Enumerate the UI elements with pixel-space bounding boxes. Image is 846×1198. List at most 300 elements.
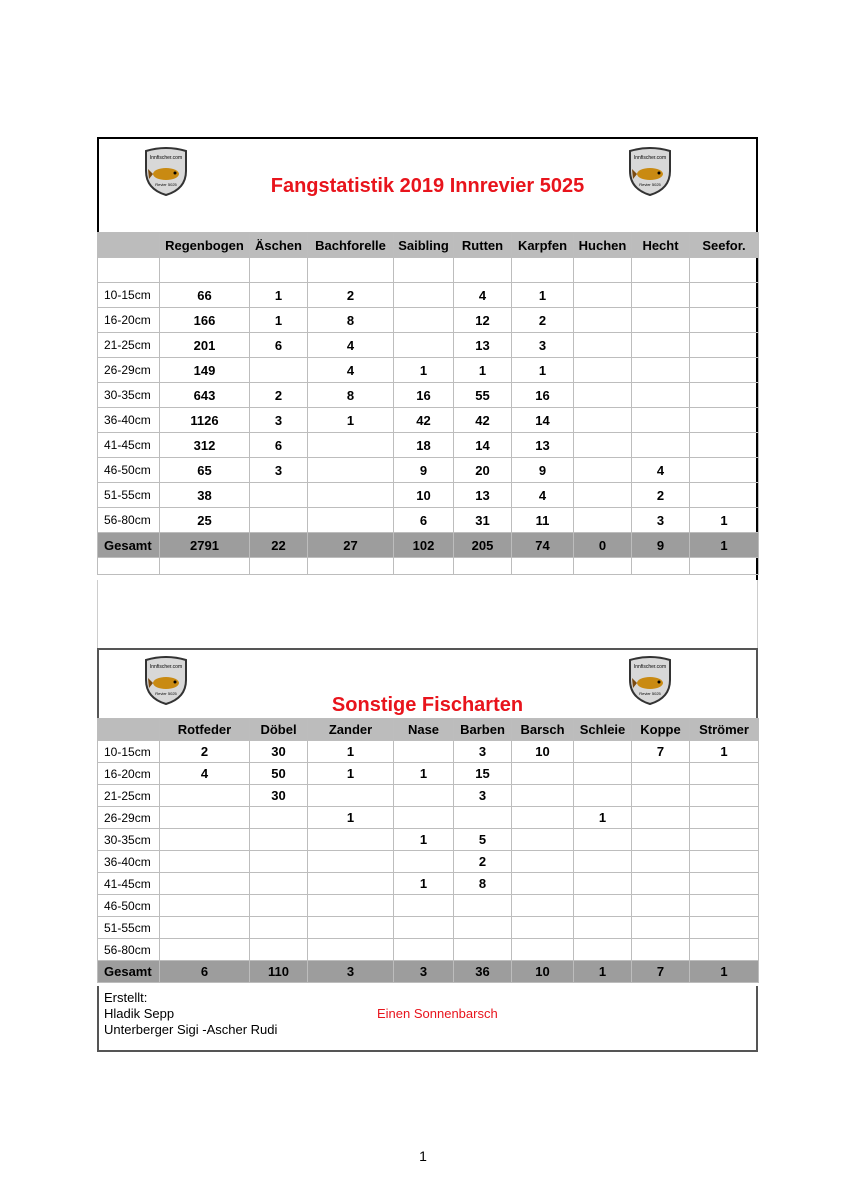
table-cell	[454, 895, 512, 917]
table-cell	[394, 939, 454, 961]
table-cell	[632, 895, 690, 917]
table-cell: 66	[160, 283, 250, 308]
table-cell: 8	[308, 308, 394, 333]
table-cell	[160, 258, 250, 283]
table-cell	[690, 763, 759, 785]
table-cell: 4	[632, 458, 690, 483]
table-cell: 30	[250, 785, 308, 807]
table-row	[98, 785, 759, 807]
table-cell	[160, 939, 250, 961]
table-row	[98, 408, 759, 433]
table-cell	[690, 408, 759, 433]
logo-text-top: Innfischer.com	[149, 664, 183, 670]
row-label: 56-80cm	[98, 939, 160, 961]
row-label: 51-55cm	[98, 483, 160, 508]
table-cell: 1126	[160, 408, 250, 433]
catch-table-main	[97, 232, 759, 575]
page-number: 1	[419, 1148, 427, 1164]
row-label	[98, 258, 160, 283]
table-cell: 312	[160, 433, 250, 458]
table-cell: 1	[308, 408, 394, 433]
table-cell: 36	[454, 961, 512, 983]
table-cell: 18	[394, 433, 454, 458]
table-cell	[632, 408, 690, 433]
table-row	[98, 939, 759, 961]
table-cell	[690, 939, 759, 961]
table-cell	[394, 917, 454, 939]
table-cell	[250, 939, 308, 961]
table-cell: 166	[160, 308, 250, 333]
row-label: 41-45cm	[98, 433, 160, 458]
table-cell	[250, 851, 308, 873]
table-cell	[574, 258, 632, 283]
row-label: 10-15cm	[98, 283, 160, 308]
section1-table-wrap	[97, 232, 758, 580]
table-cell	[632, 258, 690, 283]
table-cell: 13	[512, 433, 574, 458]
table-cell	[394, 741, 454, 763]
table-cell	[512, 807, 574, 829]
table-cell: Barben	[454, 719, 512, 741]
table-cell	[308, 558, 394, 575]
table-row	[98, 383, 759, 408]
table-total-row	[98, 533, 759, 558]
table-cell	[690, 829, 759, 851]
table-cell: 12	[454, 308, 512, 333]
section2-title-box	[97, 648, 758, 718]
table-cell	[250, 258, 308, 283]
table-cell	[574, 829, 632, 851]
table-cell: 1	[690, 741, 759, 763]
table-cell: 6	[160, 961, 250, 983]
row-label: 46-50cm	[98, 458, 160, 483]
table-cell: 102	[394, 533, 454, 558]
table-cell	[512, 829, 574, 851]
table-cell: 110	[250, 961, 308, 983]
table-cell: 10	[512, 961, 574, 983]
logo-text-bottom: Revier 5025	[155, 691, 177, 696]
table-cell	[632, 308, 690, 333]
table-cell: 25	[160, 508, 250, 533]
table-cell: 1	[454, 358, 512, 383]
row-label: 56-80cm	[98, 508, 160, 533]
table-row	[98, 358, 759, 383]
table-cell: 2	[160, 741, 250, 763]
table-cell: 205	[454, 533, 512, 558]
table-cell: 16	[394, 383, 454, 408]
row-label: 16-20cm	[98, 308, 160, 333]
table-cell	[308, 895, 394, 917]
footer-box	[97, 986, 758, 1052]
table-row	[98, 308, 759, 333]
table-cell: Regenbogen	[160, 233, 250, 258]
table-cell: 4	[454, 283, 512, 308]
table-cell: 2	[632, 483, 690, 508]
table-cell	[512, 851, 574, 873]
table-cell: Karpfen	[512, 233, 574, 258]
table-cell: 2	[308, 283, 394, 308]
table-cell: Bachforelle	[308, 233, 394, 258]
table-cell	[574, 333, 632, 358]
table-cell	[512, 873, 574, 895]
table-total-row	[98, 961, 759, 983]
row-label: 41-45cm	[98, 873, 160, 895]
table-row	[98, 807, 759, 829]
table-cell: 3	[250, 458, 308, 483]
row-label: 36-40cm	[98, 851, 160, 873]
table-cell: 1	[690, 961, 759, 983]
table-cell	[512, 558, 574, 575]
table-cell	[394, 851, 454, 873]
table-cell	[250, 917, 308, 939]
table-cell	[512, 258, 574, 283]
table-cell	[690, 258, 759, 283]
table-cell	[308, 433, 394, 458]
table-cell: 3	[512, 333, 574, 358]
table-cell: 10	[512, 741, 574, 763]
table-cell	[308, 939, 394, 961]
table-header-row	[98, 719, 759, 741]
table-cell: 1	[394, 358, 454, 383]
table-row	[98, 508, 759, 533]
table-cell	[394, 308, 454, 333]
table-cell: 1	[394, 873, 454, 895]
table-cell	[690, 308, 759, 333]
row-label	[98, 719, 160, 741]
table-cell	[690, 283, 759, 308]
table-cell	[308, 917, 394, 939]
table-cell: Rutten	[454, 233, 512, 258]
table-cell: 55	[454, 383, 512, 408]
table-cell	[574, 383, 632, 408]
row-label: 36-40cm	[98, 408, 160, 433]
table-cell	[250, 895, 308, 917]
table-cell	[394, 258, 454, 283]
table-cell	[574, 917, 632, 939]
table-row	[98, 763, 759, 785]
table-cell	[394, 283, 454, 308]
table-cell: 6	[250, 333, 308, 358]
row-label: 21-25cm	[98, 333, 160, 358]
table-cell	[574, 508, 632, 533]
table-row	[98, 873, 759, 895]
table-cell	[250, 558, 308, 575]
logo-text-bottom: Revier 5025	[639, 691, 661, 696]
table-cell	[308, 873, 394, 895]
logo-text-top: Innfischer.com	[633, 664, 667, 670]
table-row	[98, 829, 759, 851]
table-cell: Rotfeder	[160, 719, 250, 741]
table-cell	[574, 895, 632, 917]
table-cell	[574, 873, 632, 895]
table-cell	[250, 829, 308, 851]
section2-title: Sonstige Fischarten	[331, 694, 524, 716]
footer-author-2: Unterberger Sigi -Ascher Rudi	[104, 1022, 278, 1037]
table-cell: 13	[454, 333, 512, 358]
table-cell: Hecht	[632, 233, 690, 258]
row-label: Gesamt	[98, 961, 160, 983]
table-row	[98, 917, 759, 939]
table-cell: Äschen	[250, 233, 308, 258]
table-cell	[690, 785, 759, 807]
table-cell	[574, 358, 632, 383]
row-label: 30-35cm	[98, 383, 160, 408]
footer-note: Einen Sonnenbarsch	[377, 1006, 498, 1021]
table-cell: 13	[454, 483, 512, 508]
logo-text-top: Innfischer.com	[633, 155, 667, 161]
table-cell: 2791	[160, 533, 250, 558]
table-cell: 0	[574, 533, 632, 558]
table-cell	[454, 939, 512, 961]
table-cell	[574, 763, 632, 785]
row-label: 21-25cm	[98, 785, 160, 807]
table-cell	[160, 895, 250, 917]
table-row	[98, 433, 759, 458]
table-cell	[160, 917, 250, 939]
table-cell	[160, 807, 250, 829]
table-cell: 1	[394, 763, 454, 785]
table-cell	[98, 558, 160, 575]
table-cell: Koppe	[632, 719, 690, 741]
table-cell	[574, 785, 632, 807]
table-cell	[512, 785, 574, 807]
table-cell: 3	[454, 741, 512, 763]
table-cell	[394, 895, 454, 917]
table-cell	[308, 458, 394, 483]
table-cell: 2	[512, 308, 574, 333]
table-cell	[250, 358, 308, 383]
table-cell: 16	[512, 383, 574, 408]
table-cell	[308, 829, 394, 851]
table-cell	[632, 829, 690, 851]
table-cell	[632, 785, 690, 807]
table-cell	[574, 851, 632, 873]
row-label: Gesamt	[98, 533, 160, 558]
table-cell: 3	[454, 785, 512, 807]
table-cell: Barsch	[512, 719, 574, 741]
table-cell	[632, 383, 690, 408]
table-cell	[512, 895, 574, 917]
table-cell: 1	[250, 283, 308, 308]
table-cell	[250, 483, 308, 508]
table-cell: 4	[308, 333, 394, 358]
table-cell: 1	[574, 807, 632, 829]
table-cell: 201	[160, 333, 250, 358]
table-cell	[160, 829, 250, 851]
table-cell: 11	[512, 508, 574, 533]
table-cell	[512, 763, 574, 785]
table-cell	[308, 508, 394, 533]
table-cell	[394, 807, 454, 829]
table-cell: 7	[632, 961, 690, 983]
table-cell	[632, 939, 690, 961]
table-cell	[574, 741, 632, 763]
table-cell: 1	[512, 358, 574, 383]
table-cell: 9	[632, 533, 690, 558]
table-header-row	[98, 233, 759, 258]
table-cell	[690, 358, 759, 383]
table-cell: 9	[512, 458, 574, 483]
table-cell	[454, 917, 512, 939]
table-cell	[632, 873, 690, 895]
table-cell	[250, 873, 308, 895]
table-cell: 27	[308, 533, 394, 558]
table-cell: 14	[512, 408, 574, 433]
table-cell	[574, 483, 632, 508]
table-cell: 1	[308, 807, 394, 829]
table-cell: 2	[250, 383, 308, 408]
table-cell: 9	[394, 458, 454, 483]
table-cell: 1	[690, 533, 759, 558]
footer-author-1: Hladik Sepp	[104, 1006, 175, 1021]
row-label: 51-55cm	[98, 917, 160, 939]
section1-title-box	[97, 137, 758, 232]
table-row	[98, 258, 759, 283]
table-cell	[632, 433, 690, 458]
section1-title: Fangstatistik 2019 Innrevier 5025	[270, 175, 585, 197]
table-row	[98, 333, 759, 358]
catch-table-other	[97, 718, 759, 983]
table-cell	[160, 873, 250, 895]
table-cell: 15	[454, 763, 512, 785]
table-cell	[632, 558, 690, 575]
table-row	[98, 851, 759, 873]
table-cell: 4	[308, 358, 394, 383]
table-cell: 14	[454, 433, 512, 458]
table-row	[98, 283, 759, 308]
table-row	[98, 483, 759, 508]
table-cell: 50	[250, 763, 308, 785]
table-cell	[690, 383, 759, 408]
table-cell: 1	[574, 961, 632, 983]
table-cell	[308, 483, 394, 508]
row-label: 16-20cm	[98, 763, 160, 785]
table-cell	[512, 939, 574, 961]
table-cell: 6	[250, 433, 308, 458]
table-cell	[160, 851, 250, 873]
table-cell	[454, 807, 512, 829]
table-cell	[512, 917, 574, 939]
table-cell: 1	[308, 741, 394, 763]
section-gap	[97, 580, 758, 648]
table-cell	[574, 408, 632, 433]
table-cell: 3	[632, 508, 690, 533]
table-cell	[454, 558, 512, 575]
table-cell	[690, 873, 759, 895]
table-cell	[160, 785, 250, 807]
table-row	[98, 741, 759, 763]
row-label: 46-50cm	[98, 895, 160, 917]
table-row-blank	[98, 558, 759, 575]
table-cell: 4	[512, 483, 574, 508]
table-cell	[574, 558, 632, 575]
table-cell	[574, 283, 632, 308]
table-cell: Seefor.	[690, 233, 759, 258]
table-cell: 31	[454, 508, 512, 533]
table-cell: 22	[250, 533, 308, 558]
table-cell	[574, 308, 632, 333]
table-cell	[394, 333, 454, 358]
table-cell: 5	[454, 829, 512, 851]
table-cell: 30	[250, 741, 308, 763]
table-cell	[690, 433, 759, 458]
table-cell	[454, 258, 512, 283]
table-cell: Schleie	[574, 719, 632, 741]
table-cell: 65	[160, 458, 250, 483]
table-cell	[690, 333, 759, 358]
table-cell	[160, 558, 250, 575]
table-cell: 1	[250, 308, 308, 333]
table-cell: 7	[632, 741, 690, 763]
table-cell: 20	[454, 458, 512, 483]
logo-text-bottom: Revier 5025	[155, 182, 177, 187]
table-cell	[394, 558, 454, 575]
logo-text-top: Innfischer.com	[149, 155, 183, 161]
table-row	[98, 458, 759, 483]
table-cell	[690, 807, 759, 829]
table-cell	[308, 258, 394, 283]
table-cell	[690, 917, 759, 939]
table-cell	[632, 283, 690, 308]
table-cell	[632, 763, 690, 785]
table-cell: Döbel	[250, 719, 308, 741]
section2-table-wrap	[97, 718, 758, 986]
table-cell: 1	[394, 829, 454, 851]
table-cell: 3	[394, 961, 454, 983]
table-cell: Strömer	[690, 719, 759, 741]
table-cell	[632, 917, 690, 939]
table-cell	[308, 785, 394, 807]
row-label: 30-35cm	[98, 829, 160, 851]
table-cell: Saibling	[394, 233, 454, 258]
row-label: 26-29cm	[98, 807, 160, 829]
table-cell: 74	[512, 533, 574, 558]
table-cell	[690, 483, 759, 508]
table-cell: 8	[308, 383, 394, 408]
table-cell	[632, 358, 690, 383]
table-cell	[690, 558, 759, 575]
footer-created-label: Erstellt:	[104, 990, 148, 1005]
table-cell: 3	[308, 961, 394, 983]
table-cell	[308, 851, 394, 873]
table-cell: Huchen	[574, 233, 632, 258]
table-cell: Nase	[394, 719, 454, 741]
table-cell: Zander	[308, 719, 394, 741]
table-cell: 643	[160, 383, 250, 408]
table-cell: 2	[454, 851, 512, 873]
table-cell: 10	[394, 483, 454, 508]
row-label: 10-15cm	[98, 741, 160, 763]
table-cell: 1	[512, 283, 574, 308]
table-cell	[690, 851, 759, 873]
table-cell	[632, 807, 690, 829]
table-cell: 1	[308, 763, 394, 785]
table-cell	[250, 508, 308, 533]
table-cell: 42	[454, 408, 512, 433]
table-cell	[574, 939, 632, 961]
table-cell: 3	[250, 408, 308, 433]
table-row	[98, 895, 759, 917]
table-cell	[632, 851, 690, 873]
table-cell	[394, 785, 454, 807]
table-cell	[250, 807, 308, 829]
table-cell	[632, 333, 690, 358]
row-label: 26-29cm	[98, 358, 160, 383]
table-cell: 149	[160, 358, 250, 383]
table-cell	[574, 433, 632, 458]
logo-text-bottom: Revier 5025	[639, 182, 661, 187]
table-cell: 38	[160, 483, 250, 508]
